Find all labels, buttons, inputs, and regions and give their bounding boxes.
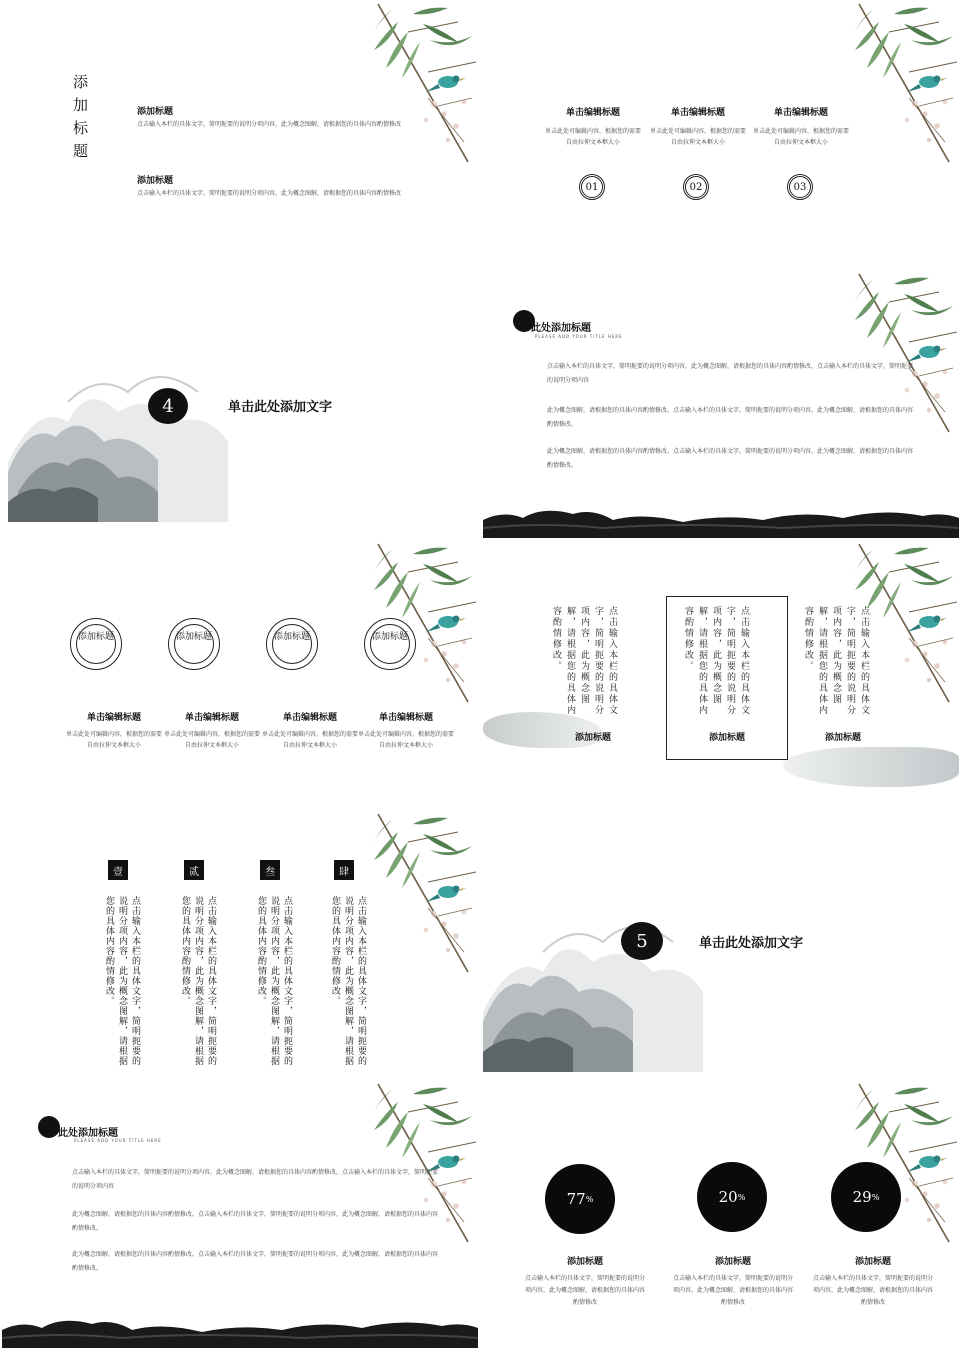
circle-label: 添加标题 (76, 624, 116, 664)
column-heading: 单击编辑标题 (184, 713, 239, 723)
number-badge: 03 (787, 174, 813, 200)
column (525, 1254, 645, 1309)
column (673, 1254, 793, 1309)
column-heading: 单击编辑标题 (670, 108, 725, 118)
section-number: 4 (148, 388, 188, 424)
percent-value: 29 (852, 1188, 872, 1206)
paragraph: 此为概念图解，请根据您的具体内容酌情修改。点击输入本栏的具体文字，简明扼要的说明分项内容，此为概念图解，请根据您的具体内容酌情修改。 (72, 1251, 439, 1272)
ink-blot-icon (38, 1116, 60, 1138)
item-heading: 添加标题 (137, 176, 174, 186)
column-heading: 添加标题 (854, 1257, 891, 1267)
mountains-icon (8, 342, 228, 522)
paragraph: 此为概念图解，请根据您的具体内容酌情修改。点击输入本栏的具体文字，简明扼要的说明分项内容，此为概念图解，请根据您的具体内容酌情修改。 (72, 1211, 439, 1232)
column-body: 点击输入本栏的具体文字，简明扼要的说明分项内容，此为概念图解，请根据您的具体内容酌情修改 (525, 1275, 646, 1306)
seal-badge: 壹 (108, 860, 128, 880)
column-body: 单击此处可编辑内容，根据您的需要自由拉伸文本框大小 (544, 128, 641, 146)
column (162, 710, 262, 751)
page-subtitle: PLEASE ADD YOUR TITLE HERE (74, 1138, 162, 1143)
slide-2 (483, 2, 959, 268)
circle-label: 添加标题 (370, 624, 410, 664)
slide-4 (483, 272, 959, 538)
item-body: 点击输入本栏的具体文字，简明扼要的说明分项内容，此为概念图解，请根据您的具体内容酌情修改 (137, 190, 402, 197)
mountains-icon (483, 892, 703, 1072)
seal-badge: 贰 (184, 860, 204, 880)
column-body: 单击此处可编辑内容，根据您的需要自由拉伸文本框大小 (65, 731, 162, 749)
vertical-text: 点击输入本栏的具体文字，简明扼要的说明分项内容，此为概念图解，请根据您的具体内容酌情修改。 (256, 896, 292, 1066)
page-subtitle: PLEASE ADD YOUR TITLE HERE (535, 334, 623, 339)
column (260, 710, 360, 751)
column-heading: 单击编辑标题 (773, 108, 828, 118)
vertical-text: 点击输入本栏的具体文字，简明扼要的说明分项内容，此为概念图解，请根据您的具体内容酌情修改。 (330, 896, 366, 1066)
bamboo-bird-icon (849, 2, 959, 172)
circle-label: 添加标题 (272, 624, 312, 664)
column-body: 单击此处可编辑内容，根据您的需要自由拉伸文本框大小 (649, 128, 746, 146)
paragraph: 点击输入本栏的具体文字，简明扼要的说明分项内容，此为概念图解，请根据您的具体内容酌情修改，点击输入本栏的具体文字，简明扼要的说明分项内容 (547, 363, 914, 384)
page-title: 此处添加标题 (58, 1128, 118, 1139)
page-title: 此处添加标题 (531, 323, 591, 334)
column (64, 710, 164, 751)
slide-3 (2, 272, 478, 538)
column (356, 710, 456, 751)
bamboo-bird-icon (368, 2, 478, 172)
column (813, 1254, 933, 1309)
column-body: 点击输入本栏的具体文字，简明扼要的说明分项内容，此为概念图解，请根据您的具体内容酌情修改 (673, 1275, 794, 1306)
circle-label: 添加标题 (174, 624, 214, 664)
number-badge: 01 (579, 174, 605, 200)
column-heading: 添加标题 (824, 733, 861, 743)
ink-ground-icon (2, 1310, 478, 1348)
column-heading: 添加标题 (574, 733, 611, 743)
column-body: 单击此处可编辑内容，根据您的需要自由拉伸文本框大小 (163, 731, 260, 749)
column-body: 单击此处可编辑内容，根据您的需要自由拉伸文本框大小 (357, 731, 454, 749)
column-body: 点击输入本栏的具体文字，简明扼要的说明分项内容，此为概念图解，请根据您的具体内容酌情修改 (813, 1275, 934, 1306)
column-heading: 单击编辑标题 (282, 713, 337, 723)
number-badge: 02 (683, 174, 709, 200)
column (543, 105, 643, 148)
percent-unit: % (585, 1194, 594, 1204)
slide-1 (2, 2, 478, 268)
paragraph: 此为概念图解，请根据您的具体内容酌情修改。点击输入本栏的具体文字，简明扼要的说明分项内容，此为概念图解，请根据您的具体内容酌情修改。 (547, 407, 914, 428)
percent-value: 77 (566, 1190, 586, 1208)
slide-7 (2, 812, 478, 1078)
vertical-text: 点击输入本栏的具体文字，简明扼要的说明分项内容，此为概念图解，请根据您的具体内容酌情修改。 (180, 896, 216, 1066)
vertical-text: 点击输入本栏的具体文字，简明扼要的说明分项内容，此为概念图解，请根据您的具体内容酌情修改。 (104, 896, 140, 1066)
ink-ground-icon (483, 500, 959, 538)
percent-badge (697, 1162, 767, 1232)
column-heading: 单击编辑标题 (565, 108, 620, 118)
paragraph: 此为概念图解，请根据您的具体内容酌情修改。点击输入本栏的具体文字，简明扼要的说明分项内容，此为概念图解，请根据您的具体内容酌情修改。 (547, 448, 914, 469)
item-body: 点击输入本栏的具体文字，简明扼要的说明分项内容，此为概念图解，请根据您的具体内容酌情修改 (137, 121, 402, 128)
percent-value: 20 (718, 1188, 738, 1206)
slide-6 (483, 542, 959, 808)
seal-badge: 肆 (334, 860, 354, 880)
slide-9 (2, 1082, 478, 1348)
column-body: 单击此处可编辑内容，根据您的需要自由拉伸文本框大小 (261, 731, 358, 749)
vertical-text: 点击输入本栏的具体文字，简明扼要的说明分项内容，此为概念图解，请根据您的具体内容酌情修改。 (683, 606, 749, 716)
slide-5 (2, 542, 478, 808)
percent-unit: % (871, 1192, 880, 1202)
vertical-text: 点击输入本栏的具体文字，简明扼要的说明分项内容，此为概念图解，请根据您的具体内容酌情修改。 (551, 606, 617, 716)
column-heading: 单击编辑标题 (378, 713, 433, 723)
column-heading: 单击编辑标题 (86, 713, 141, 723)
section-title: 单击此处添加文字 (699, 936, 804, 951)
percent-badge (831, 1162, 901, 1232)
vertical-text: 点击输入本栏的具体文字，简明扼要的说明分项内容，此为概念图解，请根据您的具体内容酌情修改。 (803, 606, 869, 716)
paragraph: 点击输入本栏的具体文字，简明扼要的说明分项内容，此为概念图解，请根据您的具体内容酌情修改，点击输入本栏的具体文字，简明扼要的说明分项内容 (72, 1169, 439, 1190)
bamboo-bird-icon (368, 812, 478, 982)
section-title: 单击此处添加文字 (228, 400, 333, 415)
vertical-title: 添加标题 (71, 74, 89, 166)
percent-unit: % (737, 1192, 746, 1202)
slide-8 (483, 812, 959, 1078)
column-body: 单击此处可编辑内容，根据您的需要自由拉伸文本框大小 (752, 128, 849, 146)
column (648, 105, 748, 148)
seal-badge: 叁 (260, 860, 280, 880)
column-heading: 添加标题 (566, 1257, 603, 1267)
column-heading: 添加标题 (714, 1257, 751, 1267)
section-number: 5 (621, 922, 663, 960)
percent-badge (545, 1164, 615, 1234)
column (751, 105, 851, 148)
slide-10 (483, 1082, 959, 1348)
column-heading: 添加标题 (708, 733, 745, 743)
mist-cloud-icon (783, 747, 959, 787)
item-heading: 添加标题 (137, 107, 174, 117)
